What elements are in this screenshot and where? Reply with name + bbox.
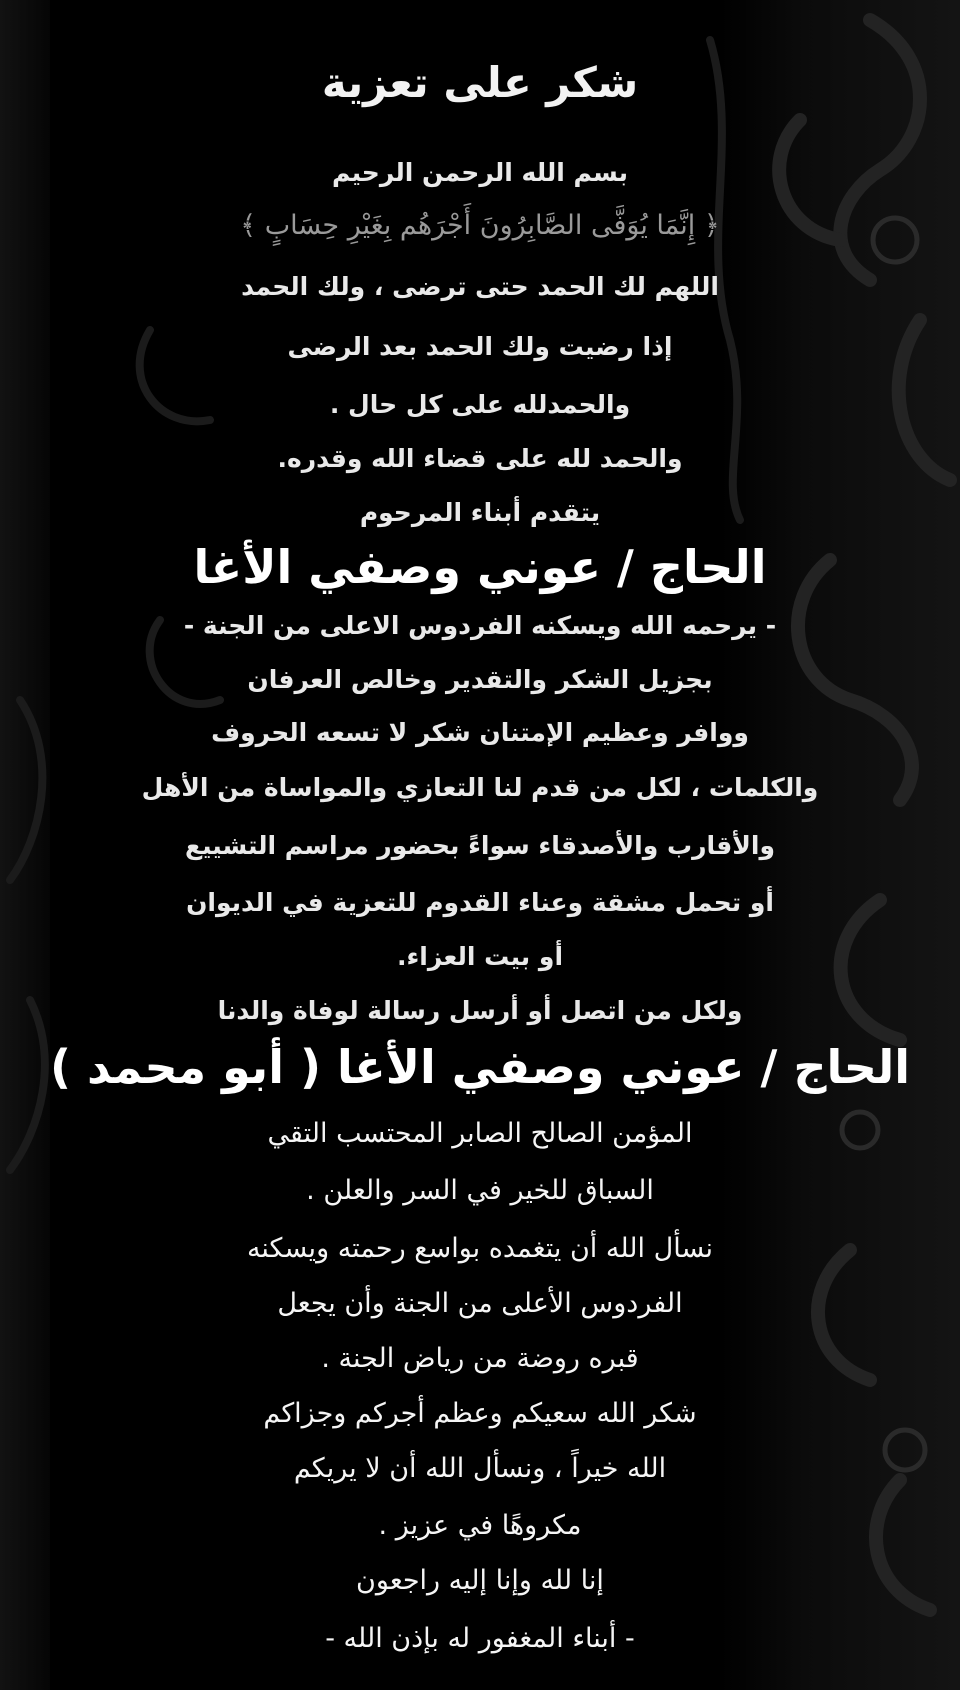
closing-line: المؤمن الصالح الصابر المحتسب التقي bbox=[267, 1118, 693, 1149]
signature-line: - أبناء المغفور له بإذن الله - bbox=[325, 1623, 635, 1654]
thanks-line: ولكل من اتصل أو أرسل رسالة لوفاة والدنا bbox=[217, 996, 743, 1025]
closing-line: الله خيراً ، ونسأل الله أن لا يريكم bbox=[293, 1453, 667, 1484]
thanks-line: والأقارب والأصدقاء سواءً بحضور مراسم التشييع bbox=[185, 831, 775, 860]
praise-line: اللهم لك الحمد حتى ترضى ، ولك الحمد bbox=[241, 272, 719, 301]
quran-verse: ﴿ إِنَّمَا يُوَفَّى الصَّابِرُونَ أَجْرَهُم بِغَيْرِ حِسَابٍ ﴾ bbox=[240, 210, 720, 241]
thanks-line: أو بيت العزاء. bbox=[396, 942, 564, 971]
thanks-line: ووافر وعظيم الإمتنان شكر لا تسعه الحروف bbox=[211, 718, 749, 747]
closing-line: قبره روضة من رياض الجنة . bbox=[321, 1343, 639, 1374]
thanks-line: والكلمات ، لكل من قدم لنا التعازي والمواساة من الأهل bbox=[141, 773, 819, 802]
praise-line: والحمدلله على كل حال . bbox=[329, 390, 631, 419]
thanks-line: أو تحمل مشقة وعناء القدوم للتعزية في الديوان bbox=[186, 888, 774, 917]
closing-line: نسأل الله أن يتغمده بواسع رحمته ويسكنه bbox=[246, 1233, 714, 1264]
basmala: بسم الله الرحمن الرحيم bbox=[332, 158, 628, 187]
thanks-line: بجزيل الشكر والتقدير وخالص العرفان bbox=[247, 665, 713, 694]
praise-line: إذا رضيت ولك الحمد بعد الرضى bbox=[287, 332, 673, 361]
closing-line: الفردوس الأعلى من الجنة وأن يجعل bbox=[277, 1288, 683, 1319]
closing-line: إنا لله وإنا إليه راجعون bbox=[356, 1565, 604, 1596]
card-title: شكر على تعزية bbox=[321, 58, 639, 107]
deceased-name: الحاج / عوني وصفي الأغا bbox=[193, 540, 767, 594]
closing-line: السباق للخير في السر والعلن . bbox=[306, 1175, 654, 1206]
deceased-full-name: الحاج / عوني وصفي الأغا ( أبو محمد ) bbox=[50, 1040, 910, 1094]
closing-line: مكروهًا في عزيز . bbox=[378, 1510, 582, 1541]
intro-line: يتقدم أبناء المرحوم bbox=[359, 498, 601, 527]
praise-line: والحمد لله على قضاء الله وقدره. bbox=[277, 444, 683, 473]
closing-line: شكر الله سعيكم وعظم أجركم وجزاكم bbox=[263, 1398, 697, 1429]
mercy-line: - يرحمه الله ويسكنه الفردوس الاعلى من الجنة - bbox=[183, 611, 777, 640]
